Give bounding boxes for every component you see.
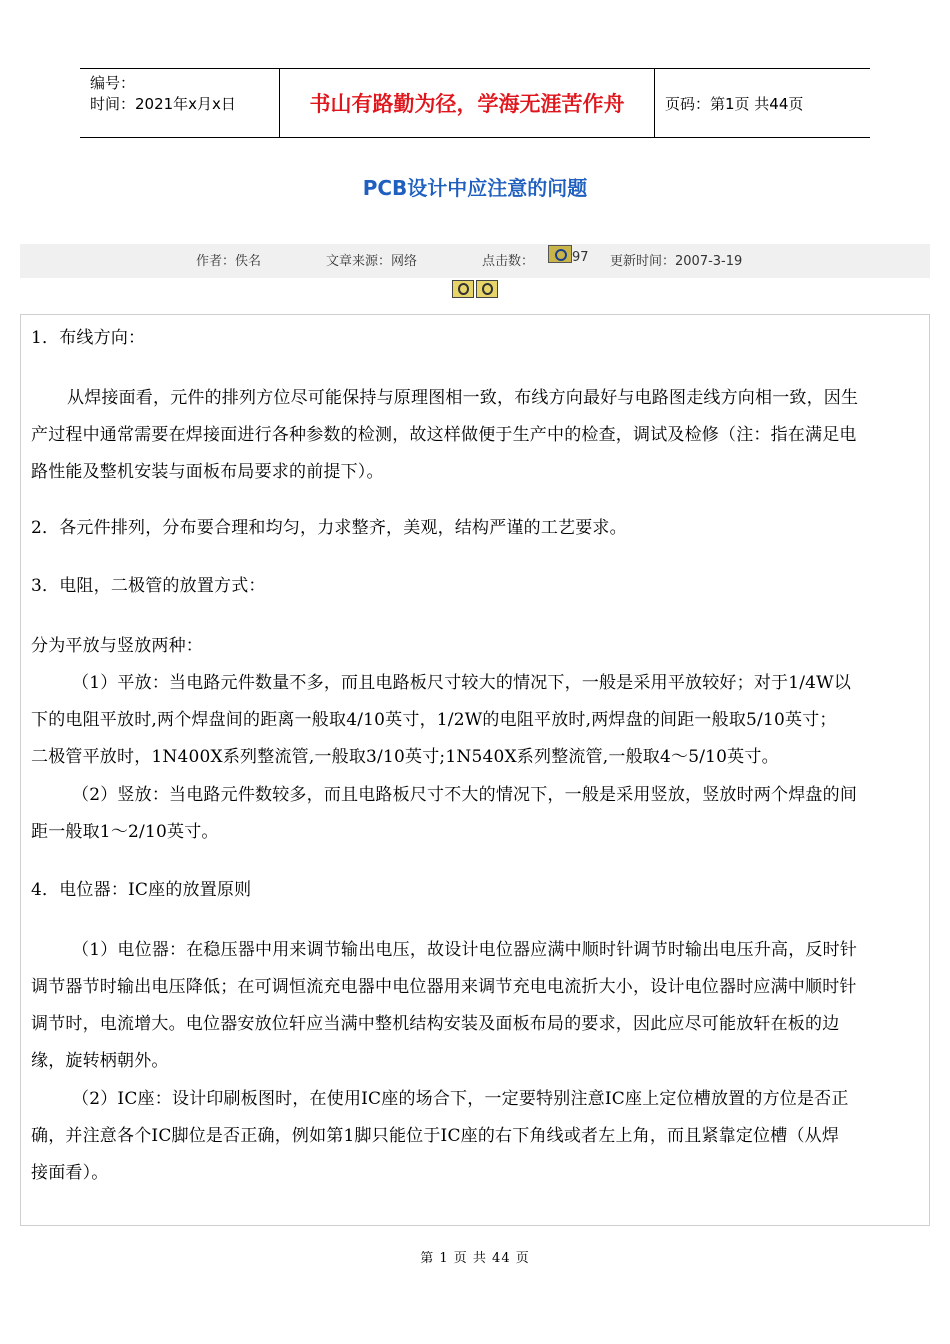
nav-icons <box>452 280 498 298</box>
heading-1: 1．布线方向： <box>31 328 146 348</box>
hit-counter-icon <box>548 245 574 263</box>
paragraph-line: 下的电阻平放时,两个焊盘间的距离一般取4/10英寸，1/2W的电阻平放时,两焊盘的间距一般取5/10英寸； <box>31 710 837 730</box>
number-label: 编号： <box>90 74 136 92</box>
heading-3: 3．电阻，二极管的放置方式： <box>31 576 266 596</box>
paragraph-line: （1）电位器：在稳压器中用来调节输出电压，故设计电位器应满中顺时针调节时输出电压升高，反时针 <box>72 940 858 960</box>
meta-bar <box>20 244 930 278</box>
updated-time: 更新时间：2007-3-19 <box>610 254 743 269</box>
page-footer: 第 1 页 共 44 页 <box>420 1251 530 1266</box>
source: 文章来源：网络 <box>326 254 418 269</box>
prev-icon[interactable] <box>452 280 474 298</box>
paragraph-line: （2）竖放：当电路元件数较多，而且电路板尺寸不大的情况下，一般是采用竖放，竖放时两个焊盘的间 <box>72 785 858 805</box>
paragraph-line: 分为平放与竖放两种： <box>31 636 203 656</box>
time-label: 时间：2021年x月x日 <box>90 95 236 113</box>
paragraph-line: 距一般取1～2/10英寸。 <box>31 822 219 842</box>
paragraph-line: （1）平放：当电路元件数量不多，而且电路板尺寸较大的情况下，一般是采用平放较好；对于1/4W以 <box>72 673 852 693</box>
article-title: PCB设计中应注意的问题 <box>362 176 588 200</box>
paragraph-line: 调节器节时输出电压降低；在可调恒流充电器中电位器用来调节充电电流折大小，设计电位器时应满中顺时针 <box>31 977 857 997</box>
clicks-label: 点击数： <box>482 254 535 269</box>
clicks-count: 97 <box>572 250 589 265</box>
heading-2: 2．各元件排列，分布要合理和均匀，力求整齐，美观，结构严谨的工艺要求。 <box>31 518 627 538</box>
header-left-cell <box>80 69 280 137</box>
author: 作者：佚名 <box>196 254 262 269</box>
paragraph-line: 二极管平放时，1N400X系列整流管,一般取3/10英寸;1N540X系列整流管,一般取4～5/10英寸。 <box>31 747 779 767</box>
header-table <box>80 68 870 138</box>
page-info: 页码：第1页 共44页 <box>665 94 804 113</box>
paragraph-line: 接面看）。 <box>31 1163 109 1183</box>
paragraph-line: 产过程中通常需要在焊接面进行各种参数的检测，故这样做便于生产中的检查，调试及检修（注：指在满足电 <box>31 425 857 445</box>
motto: 书山有路勤为径，学海无涯苦作舟 <box>280 69 655 137</box>
paragraph-line: 路性能及整机安装与面板布局要求的前提下）。 <box>31 462 384 482</box>
next-icon[interactable] <box>476 280 498 298</box>
paragraph-line: 调节时，电流增大。电位器安放位轩应当满中整机结构安装及面板布局的要求，因此应尽可能放轩在板的边 <box>31 1014 840 1034</box>
heading-4: 4．电位器：IC座的放置原则 <box>31 880 252 900</box>
paragraph-line: 从焊接面看，元件的排列方位尽可能保持与原理图相一致，布线方向最好与电路图走线方向相一致，因生 <box>67 388 859 408</box>
paragraph-line: 确，并注意各个IC脚位是否正确，例如第1脚只能位于IC座的右下角线或者左上角，而且紧靠定位槽（从焊 <box>31 1126 840 1146</box>
paragraph-line: （2）IC座：设计印刷板图时，在使用IC座的场合下，一定要特别注意IC座上定位槽放置的方位是否正 <box>72 1089 849 1109</box>
paragraph-line: 缘，旋转柄朝外。 <box>31 1051 169 1071</box>
